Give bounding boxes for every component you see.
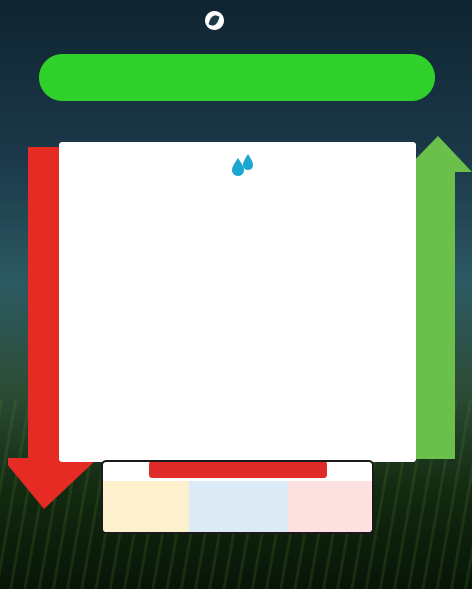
water-drops-icon: [228, 153, 258, 181]
adjuvantes-box: [101, 460, 374, 534]
products-card: [59, 142, 416, 462]
oils-column: [103, 481, 189, 533]
oils-text: [103, 487, 189, 498]
title-pill: [39, 54, 435, 101]
water-row: [59, 150, 416, 184]
chelators-column: [288, 481, 372, 533]
soybean-leaf-icon: [205, 11, 224, 30]
adjuvantes-title: [149, 461, 327, 478]
stabilizers-column: [189, 481, 288, 533]
logo: [205, 11, 227, 30]
